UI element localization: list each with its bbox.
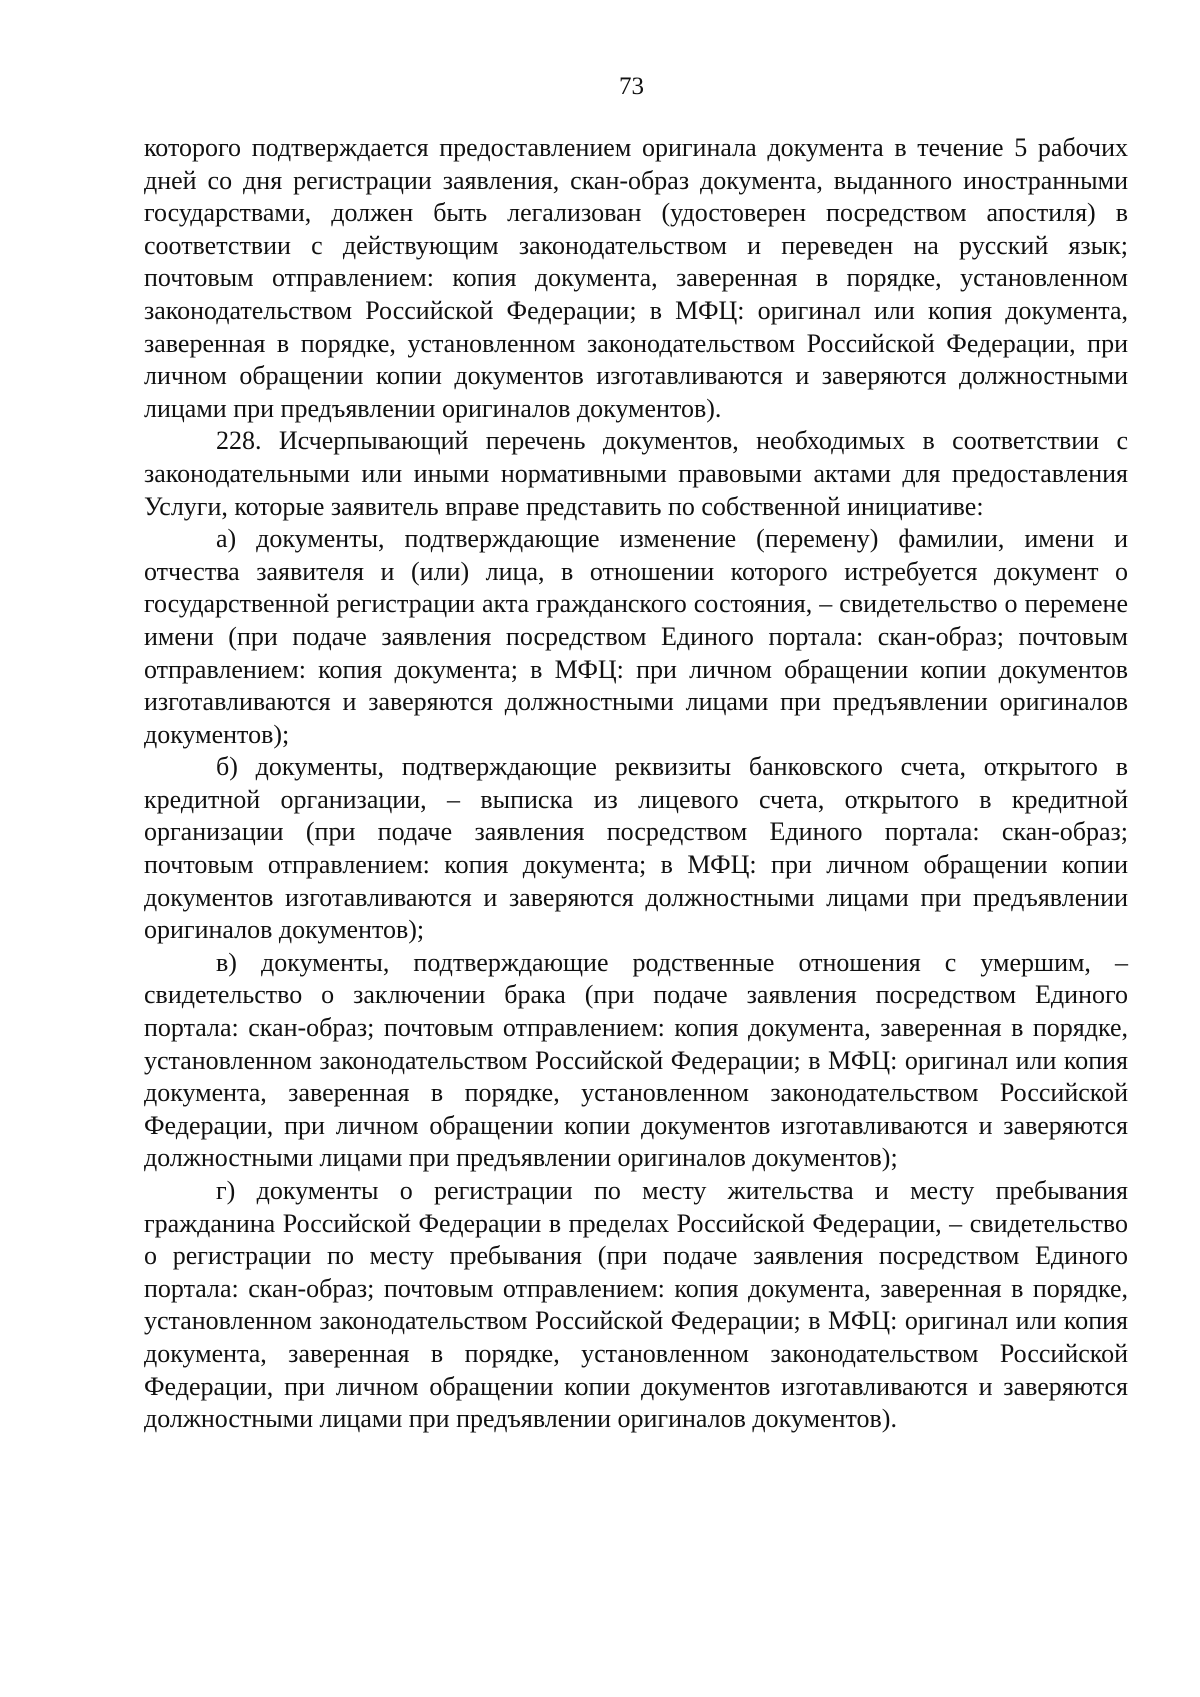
paragraph-item-228: 228. Исчерпывающий перечень документов, необходимых в соответствии с законодательными или иными нормативными правовыми актами для предоставления Услуги, которые заявитель вправе представить по собственной инициативе:: [144, 426, 1128, 521]
paragraph-subitem-v: в) документы, подтверждающие родственные отношения с умершим, – свидетельство о заключении брака (при подаче заявления посредством Единого портала: скан-образ; почтовым отправлением: копия документа, заверенная в порядке, установленном законодательством Российской Федерации; в МФЦ: оригинал или копия документа, заверенная в порядке, установленном законодательством Российской Федерации, при личном обращении копии документов изготавливаются и заверяются должностными лицами при предъявлении оригиналов документов);: [144, 947, 1128, 1173]
document-body: [144, 132, 1128, 1436]
paragraph-continuation: которого подтверждается предоставлением оригинала документа в течение 5 рабочих дней со дня регистрации заявления, скан-образ документа, выданного иностранными государствами, должен быть легализован (удостоверен посредством апостиля) в соответствии с действующим законодательством и переведен на русский язык; почтовым отправлением: копия документа, заверенная в порядке, установленном законодательством Российской Федерации; в МФЦ: оригинал или копия документа, заверенная в порядке, установленном законодательством Российской Федерации, при личном обращении копии документов изготавливаются и заверяются должностными лицами при предъявлении оригиналов документов).: [144, 133, 1128, 423]
page-number: 73: [619, 73, 644, 100]
paragraph-subitem-b: б) документы, подтверждающие реквизиты банковского счета, открытого в кредитной организации, – выписка из лицевого счета, открытого в кредитной организации (при подаче заявления посредством Единого портала: скан-образ; почтовым отправлением: копия документа; в МФЦ: при личном обращении копии документов изготавливаются и заверяются должностными лицами при предъявлении оригиналов документов);: [144, 752, 1128, 945]
paragraph-subitem-a: а) документы, подтверждающие изменение (перемену) фамилии, имени и отчества заявителя и (или) лица, в отношении которого истребуется документ о государственной регистрации акта гражданского состояния, – свидетельство о перемене имени (при подаче заявления посредством Единого портала: скан-образ; почтовым отправлением: копия документа; в МФЦ: при личном обращении копии документов изготавливаются и заверяются должностными лицами при предъявлении оригиналов документов);: [144, 524, 1128, 749]
paragraph-subitem-g: г) документы о регистрации по месту жительства и месту пребывания гражданина Российской Федерации в пределах Российской Федерации, – свидетельство о регистрации по месту пребывания (при подаче заявления посредством Единого портала: скан-образ; почтовым отправлением: копия документа, заверенная в порядке, установленном законодательством Российской Федерации; в МФЦ: оригинал или копия документа, заверенная в порядке, установленном законодательством Российской Федерации, при личном обращении копии документов изготавливаются и заверяются должностными лицами при предъявлении оригиналов документов).: [144, 1176, 1128, 1434]
